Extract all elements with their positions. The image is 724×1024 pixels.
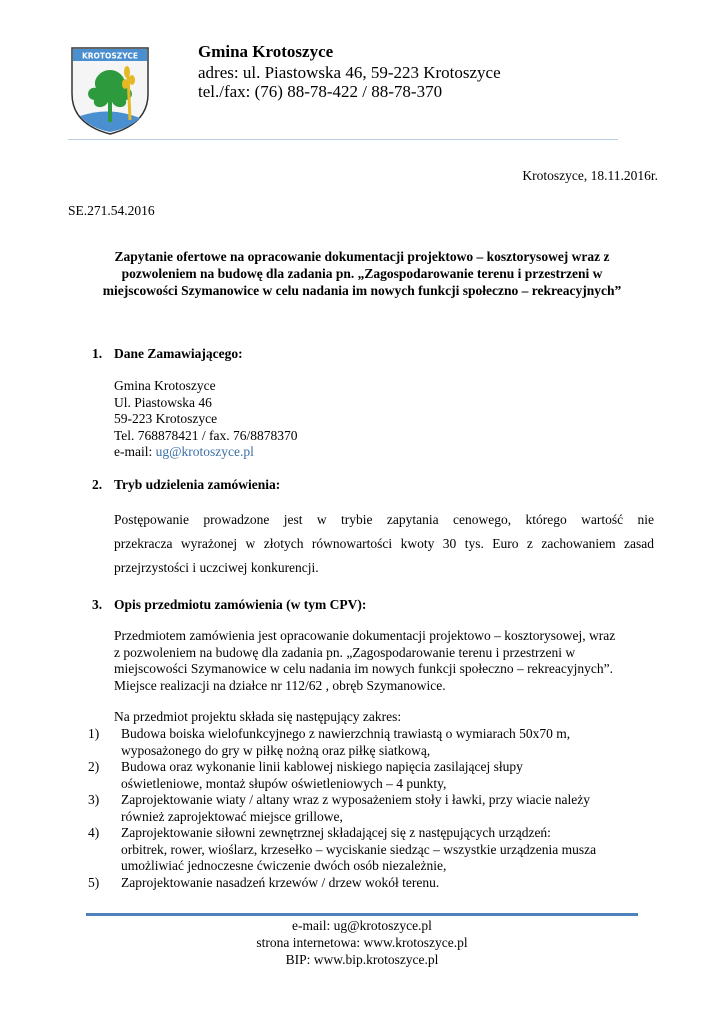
list-item-line: Zaprojektowanie nasadzeń krzewów / drzew wokół terenu. bbox=[121, 874, 440, 890]
subject-description bbox=[114, 628, 615, 694]
title-line: miejscowości Szymanowice w celu nadania im nowych funkcji społeczno – rekreacyjnych” bbox=[102, 283, 622, 298]
crest-label: KROTOSZYCE bbox=[81, 51, 139, 61]
list-item-line: Zaprojektowanie siłowni zewnętrznej składającej się z następujących urządzeń: bbox=[121, 825, 551, 840]
reference-number: SE.271.54.2016 bbox=[68, 203, 155, 218]
section-title: Dane Zamawiającego: bbox=[114, 346, 243, 361]
procedure-description bbox=[114, 508, 654, 580]
list-item-number: 5) bbox=[88, 874, 100, 890]
contracting-authority-details bbox=[114, 378, 298, 461]
section-3-heading bbox=[92, 597, 366, 613]
paragraph-line: Postępowanie prowadzone jest w trybie zapytania cenowego, którego wartość nie bbox=[114, 512, 654, 527]
footer-website: strona internetowa: www.krotoszyce.pl bbox=[256, 935, 468, 950]
list-item bbox=[88, 825, 596, 875]
list-item-number: 2) bbox=[88, 759, 100, 774]
list-item-line: orbitrek, rower, wioślarz, krzesełko – wyciskanie siedząc – wszystkie urządzenia musza bbox=[121, 841, 597, 857]
list-item-number: 1) bbox=[88, 726, 100, 741]
email-line bbox=[114, 444, 298, 461]
list-item bbox=[88, 759, 596, 792]
detail-line: 59-223 Krotoszyce bbox=[114, 411, 218, 426]
paragraph-line: Przedmiotem zamówienia jest opracowanie dokumentacji projektowo – kosztorysowej, wraz bbox=[114, 628, 616, 643]
header-divider bbox=[68, 139, 618, 140]
footer bbox=[0, 917, 724, 968]
email-link[interactable]: ug@krotoszyce.pl bbox=[155, 444, 254, 459]
detail-line: Gmina Krotoszyce bbox=[114, 378, 216, 393]
list-item-line: umożliwiać jednoczesne ćwiczenie dwóch osób niezależnie, bbox=[121, 858, 447, 873]
list-item-line: oświetleniowe, montaż słupów oświetleniowych – 4 punkty, bbox=[121, 775, 447, 791]
paragraph-line: przekracza wyrażonej w złotych równowartości kwoty 30 tys. Euro z zachowaniem zasad bbox=[114, 536, 654, 551]
section-number: 3. bbox=[92, 597, 103, 612]
scope-intro: Na przedmiot projektu składa się następujący zakres: bbox=[114, 709, 402, 724]
detail-line: Ul. Piastowska 46 bbox=[114, 394, 212, 410]
scope-list bbox=[88, 726, 596, 891]
list-item bbox=[88, 792, 596, 825]
email-prefix: e-mail: bbox=[114, 444, 156, 459]
section-title: Opis przedmiotu zamówienia (w tym CPV): bbox=[114, 597, 367, 612]
list-item-number: 4) bbox=[88, 825, 100, 840]
footer-bip: BIP: www.bip.krotoszyce.pl bbox=[285, 952, 439, 967]
title-line: pozwoleniem na budowę dla zadania pn. „Zagospodarowanie terenu i przestrzeni w bbox=[121, 266, 603, 281]
section-title: Tryb udzielenia zamówienia: bbox=[114, 477, 281, 492]
list-item-line: również zaprojektować miejsce grillowe, bbox=[121, 808, 343, 824]
list-item bbox=[88, 875, 596, 892]
list-item-line: Zaprojektowanie wiaty / altany wraz z wyposażeniem stoły i ławki, przy wiacie należy bbox=[121, 792, 590, 807]
list-item-line: wyposażonego do gry w piłkę nożną oraz piłkę siatkową, bbox=[121, 742, 431, 758]
list-item-line: Budowa boiska wielofunkcyjnego z nawierzchnią trawiastą o wymiarach 50x70 m, bbox=[121, 726, 571, 741]
document-date: Krotoszyce, 18.11.2016r. bbox=[522, 168, 658, 183]
section-1-heading bbox=[92, 346, 243, 362]
header-municipality-name: Gmina Krotoszyce bbox=[198, 42, 334, 61]
paragraph-line: przejrzystości i uczciwej konkurencji. bbox=[114, 560, 319, 575]
detail-line: Tel. 768878421 / fax. 76/8878370 bbox=[114, 427, 298, 443]
paragraph-line: Miejsce realizacji na działce nr 112/62 , obręb Szymanowice. bbox=[114, 677, 446, 693]
list-item-number: 3) bbox=[88, 792, 100, 807]
header-address: adres: ul. Piastowska 46, 59-223 Krotoszyce bbox=[198, 63, 501, 82]
list-item bbox=[88, 726, 596, 759]
paragraph-line: miejscowości Szymanowice w celu nadania im nowych funkcji społeczno – rekreacyjnych”. bbox=[114, 661, 613, 676]
title-line: Zapytanie ofertowe na opracowanie dokumentacji projektowo – kosztorysowej wraz z bbox=[114, 249, 610, 264]
section-number: 2. bbox=[92, 477, 103, 492]
footer-email: e-mail: ug@krotoszyce.pl bbox=[292, 918, 432, 933]
list-item-line: Budowa oraz wykonanie linii kablowej niskiego napięcia zasilającej słupy bbox=[121, 759, 523, 774]
header-phone-fax: tel./fax: (76) 88-78-422 / 88-78-370 bbox=[198, 82, 443, 101]
section-number: 1. bbox=[92, 346, 103, 361]
paragraph-line: z pozwoleniem na budowę dla zadania pn. „Zagospodarowanie terenu i przestrzeni w bbox=[114, 644, 576, 660]
municipal-crest-logo bbox=[70, 46, 150, 136]
document-title bbox=[74, 248, 650, 299]
footer-divider bbox=[86, 913, 638, 916]
section-2-heading bbox=[92, 477, 280, 493]
